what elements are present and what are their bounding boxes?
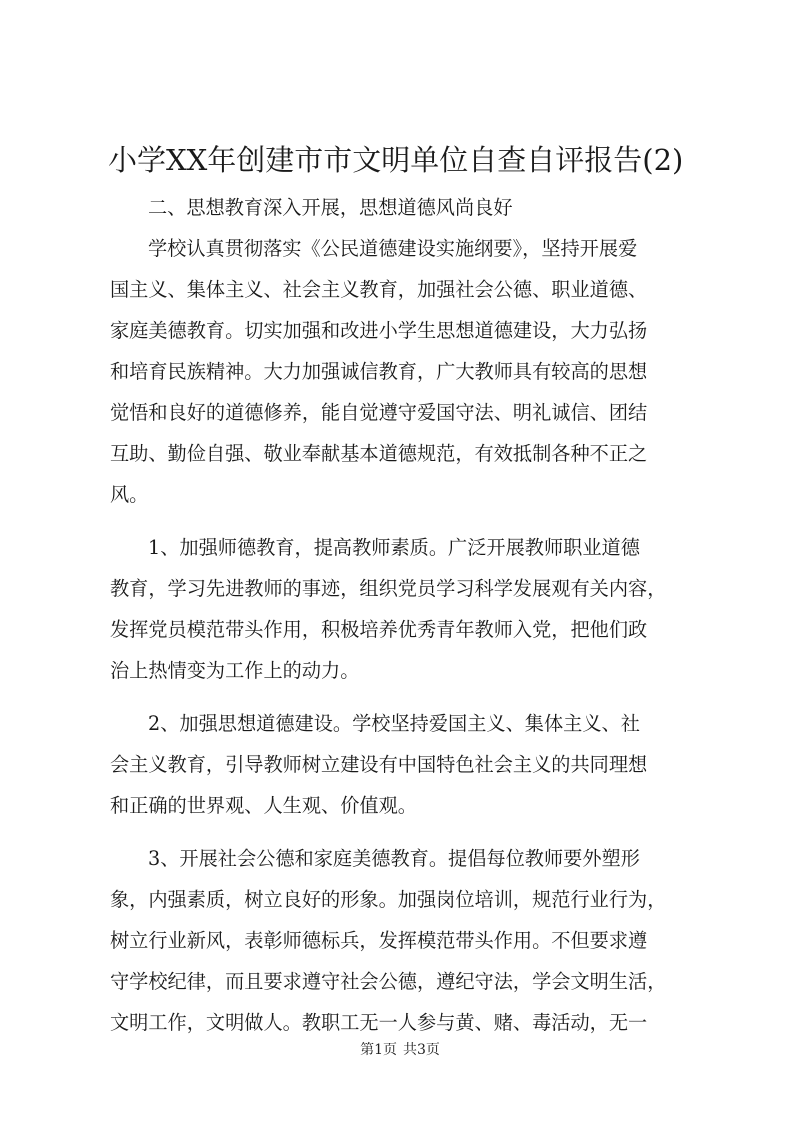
paragraph-line: 守学校纪律，而且要求遵守社会公德，遵纪守法，学会文明生活， (110, 970, 667, 993)
paragraph-line: 觉悟和良好的道德修养，能自觉遵守爱国守法、明礼诚信、团结 (110, 401, 648, 424)
page-total: 共3页 (403, 1042, 440, 1058)
document-body (110, 187, 710, 1043)
paragraph-line: 学校认真贯彻落实《公民道德建设实施纲要》，坚持开展爱 (148, 237, 638, 260)
paragraph (110, 228, 710, 515)
paragraph-line: 树立行业新风，表彰师德标兵，发挥模范带头作用。不但要求遵 (110, 929, 648, 952)
paragraph (110, 527, 710, 691)
paragraph-line: 1、加强师德教育，提高教师素质。广泛开展教师职业道德 (148, 536, 640, 559)
page-footer (0, 1040, 800, 1060)
paragraph-line: 治上热情变为工作上的动力。 (110, 659, 360, 682)
paragraph-line: 教育，学习先进教师的事迹，组织党员学习科学发展观有关内容， (110, 577, 667, 600)
paragraph-line: 家庭美德教育。切实加强和改进小学生思想道德建设，大力弘扬 (110, 319, 648, 342)
paragraph-line: 2、加强思想道德建设。学校坚持爱国主义、集体主义、社 (148, 712, 640, 735)
paragraph-line: 3、开展社会公德和家庭美德教育。提倡每位教师要外塑形 (148, 847, 640, 870)
paragraph-line: 文明工作，文明做人。教职工无一人参与黄、赌、毒活动，无一 (110, 1011, 648, 1034)
paragraph (110, 838, 710, 1043)
paragraph-line: 和培育民族精神。大力加强诚信教育，广大教师具有较高的思想 (110, 360, 648, 383)
document-title: 小学XX年创建市市文明单位自查自评报告(2) (108, 143, 684, 177)
section-heading: 二、思想教育深入开展，思想道德风尚良好 (148, 196, 513, 219)
paragraph-line: 风。 (110, 483, 149, 506)
paragraph-line: 国主义、集体主义、社会主义教育，加强社会公德、职业道德、 (110, 278, 648, 301)
paragraph (110, 703, 710, 826)
page-number: 第1页 (360, 1042, 397, 1058)
paragraph-line: 会主义教育，引导教师树立建设有中国特色社会主义的共同理想 (110, 753, 648, 776)
paragraph-line: 发挥党员模范带头作用，积极培养优秀青年教师入党，把他们政 (110, 618, 648, 641)
paragraph-line: 和正确的世界观、人生观、价值观。 (110, 794, 417, 817)
paragraph-line: 象，内强素质，树立良好的形象。加强岗位培训，规范行业行为， (110, 888, 667, 911)
paragraph-line: 互助、勤俭自强、敬业奉献基本道德规范，有效抵制各种不正之 (110, 442, 648, 465)
